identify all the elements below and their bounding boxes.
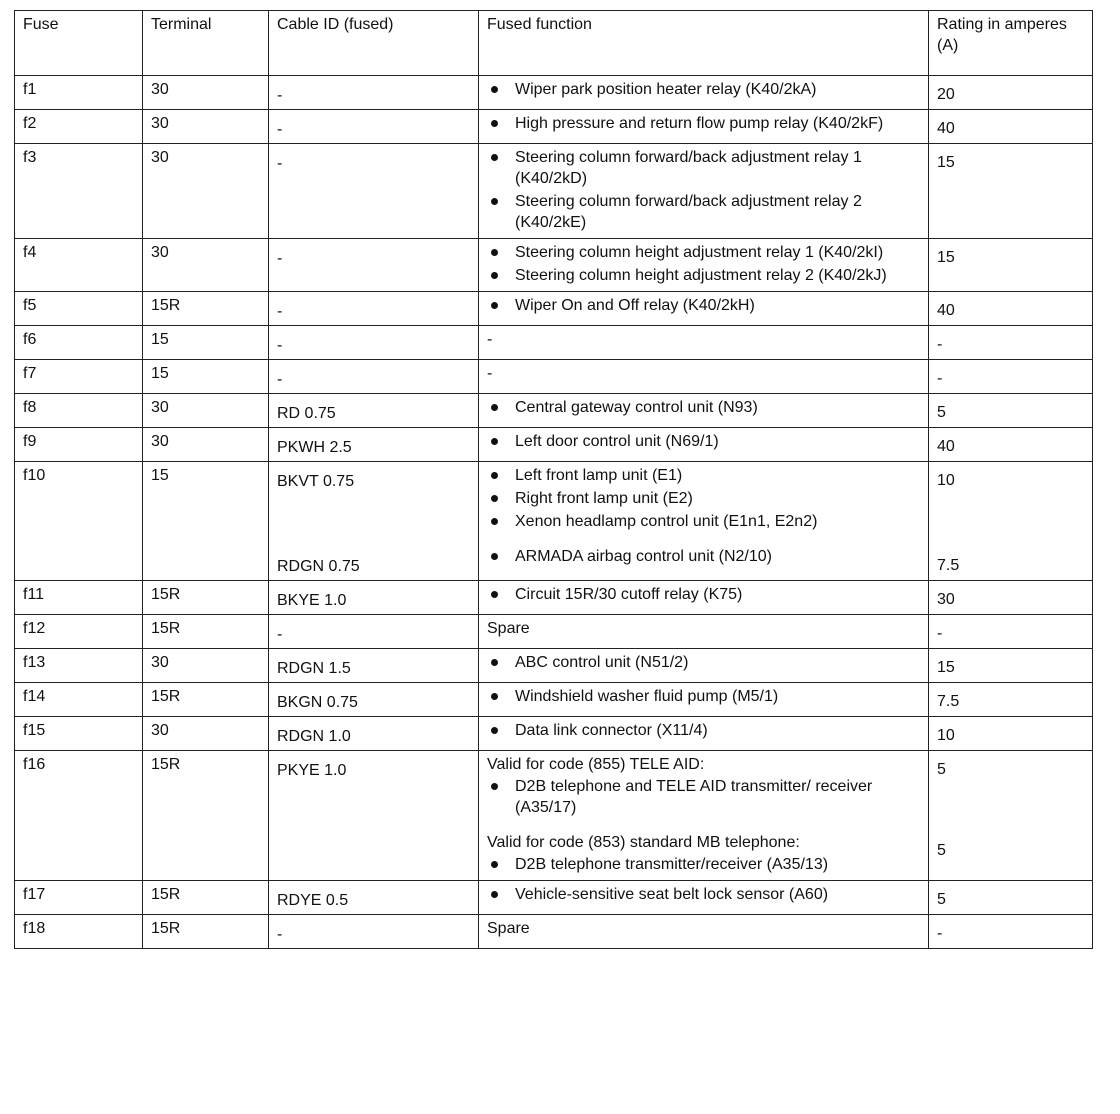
table-row (15, 428, 1093, 462)
table-row (15, 683, 1093, 717)
function-item (487, 854, 922, 875)
cable-id-cell (269, 76, 479, 110)
terminal-cell: 30 (143, 239, 269, 292)
header-row (15, 11, 1093, 76)
function-item (487, 584, 922, 605)
rating-cell (929, 462, 1093, 581)
function-block (487, 918, 922, 939)
fused-function-cell (479, 239, 929, 292)
function-item (487, 191, 922, 233)
function-heading: Valid for code (853) standard MB telephone: (487, 834, 800, 851)
cable-id-cell (269, 615, 479, 649)
rating-cell (929, 649, 1093, 683)
fuse-cell: f3 (15, 144, 143, 239)
cable-id-cell (269, 326, 479, 360)
function-item (487, 488, 922, 509)
bullet-icon (491, 120, 498, 127)
function-item (487, 242, 922, 263)
fuse-cell: f14 (15, 683, 143, 717)
terminal-cell: 30 (143, 144, 269, 239)
header-terminal: Terminal (143, 11, 269, 76)
fuse-cell: f16 (15, 751, 143, 881)
fuse-cell: f12 (15, 615, 143, 649)
fused-function-cell (479, 326, 929, 360)
function-block (487, 546, 922, 567)
function-block (487, 329, 922, 350)
function-item-text: Data link connector (X11/4) (515, 722, 708, 739)
cable-id: RDGN 1.5 (277, 660, 351, 677)
cable-id: PKWH 2.5 (277, 439, 352, 456)
table-row (15, 326, 1093, 360)
fuse-cell: f13 (15, 649, 143, 683)
rating-cell (929, 360, 1093, 394)
fuse-cell: f5 (15, 292, 143, 326)
table-row (15, 649, 1093, 683)
function-block (487, 720, 922, 741)
bullet-icon (491, 272, 498, 279)
table-row (15, 76, 1093, 110)
cable-id: RDYE 0.5 (277, 892, 349, 909)
function-item (487, 397, 922, 418)
function-block (487, 363, 922, 384)
function-item-text: D2B telephone transmitter/receiver (A35/13) (515, 856, 829, 873)
rating-value: 10 (937, 727, 955, 744)
rating-value: 30 (937, 591, 955, 608)
fuse-cell: f15 (15, 717, 143, 751)
rating-cell (929, 428, 1093, 462)
function-block (487, 884, 922, 905)
function-list (487, 79, 922, 100)
function-block (487, 686, 922, 707)
rating-cell (929, 110, 1093, 144)
function-block (487, 465, 922, 532)
fused-function-cell (479, 110, 929, 144)
bullet-icon (491, 249, 498, 256)
cable-id-cell (269, 292, 479, 326)
cable-id-cell (269, 751, 479, 881)
function-item (487, 686, 922, 707)
table-row (15, 394, 1093, 428)
bullet-icon (491, 198, 498, 205)
function-list (487, 546, 922, 567)
rating-cell (929, 581, 1093, 615)
function-item-text: Wiper On and Off relay (K40/2kH) (515, 297, 755, 314)
terminal-cell: 30 (143, 649, 269, 683)
function-block (487, 242, 922, 286)
rating-cell (929, 394, 1093, 428)
function-item-text: Vehicle-sensitive seat belt lock sensor (A60) (515, 886, 829, 903)
rating-value: 15 (937, 154, 955, 171)
cable-id: PKYE 1.0 (277, 762, 347, 779)
cable-id: - (277, 337, 283, 354)
function-item-text: Central gateway control unit (N93) (515, 399, 758, 416)
terminal-cell: 15 (143, 326, 269, 360)
cable-id-cell (269, 144, 479, 239)
function-item (487, 465, 922, 486)
bullet-icon (491, 553, 498, 560)
fused-function-cell (479, 683, 929, 717)
fuse-cell: f17 (15, 881, 143, 915)
terminal-cell: 15R (143, 683, 269, 717)
cable-id-cell (269, 717, 479, 751)
terminal-cell: 15R (143, 881, 269, 915)
function-block (487, 652, 922, 673)
table-row (15, 462, 1093, 581)
fuse-cell: f6 (15, 326, 143, 360)
function-item-text: Windshield washer fluid pump (M5/1) (515, 688, 779, 705)
function-item (487, 79, 922, 100)
bullet-icon (491, 727, 498, 734)
rating-cell (929, 144, 1093, 239)
bullet-icon (491, 891, 498, 898)
function-item (487, 265, 922, 286)
bullet-icon (491, 659, 498, 666)
function-list (487, 854, 922, 875)
function-item-text: Steering column forward/back adjustment relay 1 (K40/2kD) (515, 149, 862, 187)
function-block (487, 431, 922, 452)
table-row (15, 239, 1093, 292)
terminal-cell: 15 (143, 462, 269, 581)
rating-value: 20 (937, 86, 955, 103)
function-list (487, 686, 922, 707)
cable-id: BKVT 0.75 (277, 473, 355, 490)
function-item-text: Left front lamp unit (E1) (515, 467, 683, 484)
terminal-cell: 30 (143, 717, 269, 751)
rating-value: 5 (937, 404, 946, 421)
function-text: - (487, 331, 493, 348)
function-item (487, 295, 922, 316)
table-row (15, 615, 1093, 649)
table-row (15, 110, 1093, 144)
function-list (487, 776, 922, 818)
bullet-icon (491, 591, 498, 598)
function-list (487, 113, 922, 134)
fuse-cell: f4 (15, 239, 143, 292)
rating-value: 15 (937, 249, 955, 266)
rating-value: 5 (937, 761, 946, 778)
fuse-cell: f11 (15, 581, 143, 615)
rating-cell (929, 76, 1093, 110)
fused-function-cell (479, 581, 929, 615)
cable-id: - (277, 250, 283, 267)
terminal-cell: 15R (143, 581, 269, 615)
cable-id-cell (269, 239, 479, 292)
function-item (487, 113, 922, 134)
fuse-table (14, 10, 1093, 949)
function-item (487, 652, 922, 673)
rating-cell (929, 881, 1093, 915)
terminal-cell: 15R (143, 915, 269, 949)
function-item (487, 884, 922, 905)
rating-value: 40 (937, 120, 955, 137)
header-fused-function: Fused function (479, 11, 929, 76)
bullet-icon (491, 495, 498, 502)
rating-cell (929, 717, 1093, 751)
function-text: - (487, 365, 493, 382)
function-item-text: Right front lamp unit (E2) (515, 490, 693, 507)
fuse-cell: f9 (15, 428, 143, 462)
function-item (487, 431, 922, 452)
rating-cell (929, 915, 1093, 949)
rating-cell (929, 239, 1093, 292)
bullet-icon (491, 693, 498, 700)
bullet-icon (491, 472, 498, 479)
cable-id: BKYE 1.0 (277, 592, 347, 609)
cable-id: - (277, 303, 283, 320)
table-row (15, 751, 1093, 881)
cable-id: RDGN 0.75 (277, 558, 360, 575)
terminal-cell: 15R (143, 751, 269, 881)
function-list (487, 720, 922, 741)
function-item-text: Steering column height adjustment relay 1 (K40/2kI) (515, 244, 884, 261)
function-item-text: Xenon headlamp control unit (E1n1, E2n2) (515, 513, 818, 530)
rating-cell (929, 326, 1093, 360)
bullet-icon (491, 86, 498, 93)
table-row (15, 144, 1093, 239)
function-list (487, 295, 922, 316)
rating-value: 40 (937, 302, 955, 319)
bullet-icon (491, 518, 498, 525)
cable-id-cell (269, 915, 479, 949)
rating-value: - (937, 370, 943, 387)
function-list (487, 884, 922, 905)
fused-function-cell (479, 292, 929, 326)
fused-function-cell (479, 394, 929, 428)
cable-id-cell (269, 110, 479, 144)
fused-function-cell (479, 751, 929, 881)
function-block (487, 754, 922, 818)
rating-cell (929, 683, 1093, 717)
header-cable-id: Cable ID (fused) (269, 11, 479, 76)
function-text: Spare (487, 620, 530, 637)
header-rating: Rating in amperes (A) (929, 11, 1093, 76)
fused-function-cell (479, 615, 929, 649)
fused-function-cell (479, 144, 929, 239)
function-item (487, 720, 922, 741)
rating-value: 7.5 (937, 557, 960, 574)
fuse-cell: f7 (15, 360, 143, 394)
function-list (487, 147, 922, 233)
fused-function-cell (479, 717, 929, 751)
function-block (487, 147, 922, 233)
table-body (15, 76, 1093, 949)
fused-function-cell (479, 915, 929, 949)
function-item-text: ARMADA airbag control unit (N2/10) (515, 548, 772, 565)
rating-value: 40 (937, 438, 955, 455)
fuse-cell: f10 (15, 462, 143, 581)
cable-id: - (277, 371, 283, 388)
cable-id: - (277, 87, 283, 104)
cable-id: - (277, 155, 283, 172)
function-block (487, 584, 922, 605)
table-row (15, 360, 1093, 394)
fused-function-cell (479, 881, 929, 915)
function-heading: Valid for code (855) TELE AID: (487, 756, 705, 773)
function-item-text: ABC control unit (N51/2) (515, 654, 689, 671)
function-block (487, 79, 922, 100)
cable-id: - (277, 121, 283, 138)
function-item-text: D2B telephone and TELE AID transmitter/ receiver (A35/17) (515, 778, 873, 816)
terminal-cell: 30 (143, 76, 269, 110)
rating-value: - (937, 336, 943, 353)
rating-cell (929, 615, 1093, 649)
cable-id: RD 0.75 (277, 405, 336, 422)
cable-id-cell (269, 394, 479, 428)
table-row (15, 292, 1093, 326)
function-block (487, 295, 922, 316)
cable-id: - (277, 626, 283, 643)
terminal-cell: 15R (143, 615, 269, 649)
cable-id-cell (269, 649, 479, 683)
fused-function-cell (479, 428, 929, 462)
rating-value: 15 (937, 659, 955, 676)
function-block (487, 397, 922, 418)
rating-value: - (937, 925, 943, 942)
rating-value: - (937, 625, 943, 642)
table-row (15, 915, 1093, 949)
function-item (487, 776, 922, 818)
header-fuse: Fuse (15, 11, 143, 76)
function-list (487, 242, 922, 286)
bullet-icon (491, 783, 498, 790)
terminal-cell: 30 (143, 394, 269, 428)
function-block (487, 832, 922, 875)
table-row (15, 717, 1093, 751)
function-list (487, 431, 922, 452)
bullet-icon (491, 154, 498, 161)
rating-cell (929, 292, 1093, 326)
table-header (15, 11, 1093, 76)
cable-id-cell (269, 462, 479, 581)
terminal-cell: 30 (143, 110, 269, 144)
bullet-icon (491, 404, 498, 411)
rating-value: 7.5 (937, 693, 960, 710)
function-item-text: Steering column forward/back adjustment relay 2 (K40/2kE) (515, 193, 862, 231)
fuse-cell: f8 (15, 394, 143, 428)
function-item-text: Wiper park position heater relay (K40/2kA) (515, 81, 817, 98)
fuse-cell: f18 (15, 915, 143, 949)
bullet-icon (491, 302, 498, 309)
fused-function-cell (479, 360, 929, 394)
function-item (487, 546, 922, 567)
function-item (487, 147, 922, 189)
fused-function-cell (479, 649, 929, 683)
function-item-text: Left door control unit (N69/1) (515, 433, 719, 450)
function-item-text: Steering column height adjustment relay 2 (K40/2kJ) (515, 267, 887, 284)
function-list (487, 465, 922, 532)
function-item-text: High pressure and return flow pump relay (K40/2kF) (515, 115, 884, 132)
cable-id-cell (269, 683, 479, 717)
fuse-cell: f1 (15, 76, 143, 110)
terminal-cell: 15R (143, 292, 269, 326)
function-text: Spare (487, 920, 530, 937)
terminal-cell: 30 (143, 428, 269, 462)
cable-id: BKGN 0.75 (277, 694, 358, 711)
terminal-cell: 15 (143, 360, 269, 394)
function-item (487, 511, 922, 532)
cable-id: - (277, 926, 283, 943)
rating-value: 5 (937, 842, 946, 859)
function-list (487, 397, 922, 418)
fused-function-cell (479, 76, 929, 110)
rating-cell (929, 751, 1093, 881)
function-item-text: Circuit 15R/30 cutoff relay (K75) (515, 586, 743, 603)
rating-value: 5 (937, 891, 946, 908)
function-list (487, 584, 922, 605)
bullet-icon (491, 861, 498, 868)
cable-id-cell (269, 581, 479, 615)
function-list (487, 652, 922, 673)
cable-id-cell (269, 881, 479, 915)
rating-value: 10 (937, 472, 955, 489)
cable-id: RDGN 1.0 (277, 728, 351, 745)
fused-function-cell (479, 462, 929, 581)
bullet-icon (491, 438, 498, 445)
cable-id-cell (269, 360, 479, 394)
function-block (487, 113, 922, 134)
fuse-cell: f2 (15, 110, 143, 144)
cable-id-cell (269, 428, 479, 462)
table-row (15, 581, 1093, 615)
function-block (487, 618, 922, 639)
table-row (15, 881, 1093, 915)
